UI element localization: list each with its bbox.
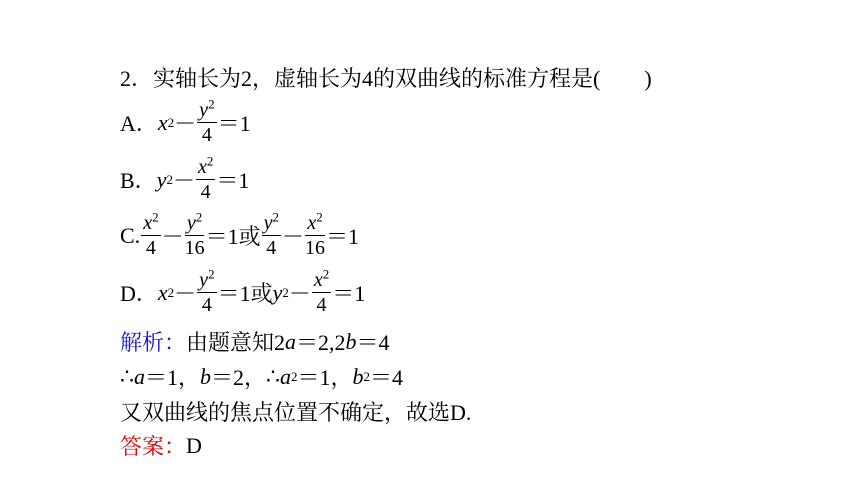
solution-line2-a: a bbox=[134, 363, 145, 389]
option-c-fraction-2 bbox=[184, 209, 205, 259]
sup: 2 bbox=[322, 266, 330, 282]
solution-line-3 bbox=[120, 396, 471, 427]
option-c-f3-den: 4 bbox=[266, 237, 277, 259]
solution-line2-a2: a bbox=[280, 363, 292, 389]
option-d-mid: ＝1或 bbox=[217, 281, 273, 306]
option-b-frac-num: x bbox=[197, 156, 207, 178]
sup: 2 bbox=[272, 209, 279, 225]
option-a-x: x bbox=[157, 109, 168, 135]
solution-line-1 bbox=[120, 326, 390, 357]
therefore-symbol-1: ∴ bbox=[120, 363, 134, 389]
option-d-f2-num: x bbox=[313, 269, 323, 291]
sup: 2 bbox=[208, 266, 215, 282]
option-a-label: A． bbox=[120, 111, 158, 136]
option-a: A． x 2 － $\frac{y^2}{4}$ ＝1 bbox=[120, 96, 251, 146]
option-c-f2-den: 16 bbox=[184, 237, 205, 259]
option-a-fraction bbox=[197, 96, 216, 146]
option-b-y: y bbox=[156, 166, 167, 192]
option-c-rhs: ＝1 bbox=[326, 224, 360, 249]
option-d-y: y bbox=[272, 279, 283, 305]
option-c-fraction-3 bbox=[262, 209, 281, 259]
option-a-minus: － bbox=[174, 111, 197, 136]
sup: 2 bbox=[316, 209, 323, 225]
option-c-mid: ＝1或 bbox=[205, 224, 261, 249]
solution-line1-pre: 由题意知2 bbox=[186, 330, 286, 355]
option-d: D． x 2 － $\frac{y^2}{4}$ ＝1或 y 2 － $\frac{x^2}{4}$ ＝1 bbox=[120, 266, 366, 316]
option-a-frac-den: 4 bbox=[201, 124, 212, 146]
option-d-fraction-2 bbox=[312, 266, 331, 316]
option-c-label: C. bbox=[120, 222, 141, 248]
solution-line2-eq4: ＝4 bbox=[370, 365, 404, 390]
sup: 2 bbox=[152, 209, 159, 225]
solution-line-2: ∴ a ＝1， b ＝2， ∴ a 2 ＝1， b 2 ＝4 bbox=[120, 361, 403, 392]
answer-line bbox=[120, 430, 202, 461]
option-d-minus-1: － bbox=[174, 281, 197, 306]
option-d-rhs: ＝1 bbox=[332, 281, 366, 306]
solution-line1-a: a bbox=[285, 328, 297, 354]
sup: 2 bbox=[195, 209, 203, 225]
solution-label: 解析： bbox=[120, 330, 187, 355]
option-b-fraction bbox=[196, 153, 215, 203]
option-a-frac-num: y bbox=[199, 99, 209, 121]
sup: 2 bbox=[206, 153, 214, 169]
solution-line2-b: b bbox=[200, 363, 212, 389]
option-a-rhs: ＝1 bbox=[217, 111, 251, 136]
option-b-rhs: ＝1 bbox=[216, 168, 250, 193]
solution-line2-eq3: ＝1， bbox=[297, 365, 353, 390]
sup: 2 bbox=[208, 96, 215, 112]
option-c-f3-num: y bbox=[263, 212, 273, 234]
therefore-symbol-2: ∴ bbox=[266, 363, 281, 389]
option-d-f1-den: 4 bbox=[201, 294, 212, 316]
solution-line2-eq1: ＝1， bbox=[145, 365, 201, 390]
solution-line2-b2: b bbox=[352, 363, 364, 389]
option-c-minus-1: － bbox=[161, 224, 184, 249]
option-c-minus-2: － bbox=[282, 224, 305, 249]
solution-line1-mid: ＝2,2 bbox=[296, 330, 346, 355]
option-d-x: x bbox=[157, 279, 168, 305]
option-c-f1-den: 4 bbox=[145, 237, 156, 259]
option-c-f4-num: x bbox=[307, 212, 317, 234]
option-c-fraction-1 bbox=[141, 209, 160, 259]
answer-label: 答案： bbox=[120, 434, 187, 459]
option-b: B． y 2 － $\frac{x^2}{4}$ ＝1 bbox=[120, 153, 250, 203]
question-stem: 2．实轴长为2，虚轴长为4的双曲线的标准方程是( ) bbox=[120, 66, 652, 91]
option-c-f2-num: y bbox=[186, 212, 196, 234]
option-d-label: D． bbox=[120, 281, 158, 306]
option-d-fraction-1 bbox=[197, 266, 216, 316]
solution-line1-b: b bbox=[345, 328, 357, 354]
option-c bbox=[120, 209, 360, 259]
solution-line1-post: ＝4 bbox=[356, 330, 390, 355]
option-d-f1-num: y bbox=[199, 269, 209, 291]
option-c-f4-den: 16 bbox=[305, 237, 326, 259]
option-d-f2-den: 4 bbox=[316, 294, 327, 316]
option-c-f1-num: x bbox=[143, 212, 153, 234]
option-b-label: B． bbox=[120, 168, 157, 193]
answer-value: D bbox=[186, 432, 202, 458]
option-b-frac-den: 4 bbox=[200, 181, 211, 203]
question-text bbox=[120, 62, 652, 93]
solution-line2-eq2: ＝2， bbox=[211, 365, 267, 390]
option-c-fraction-4 bbox=[305, 209, 326, 259]
option-b-minus: － bbox=[172, 168, 195, 193]
option-d-minus-2: － bbox=[288, 281, 311, 306]
solution-line3: 又双曲线的焦点位置不确定，故选D. bbox=[120, 400, 472, 425]
